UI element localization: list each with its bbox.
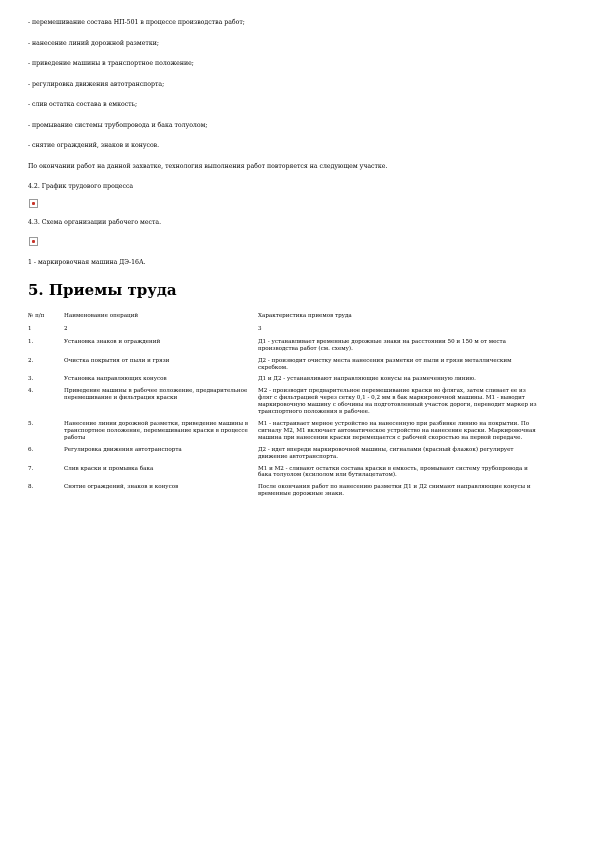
row-number: 5. xyxy=(28,420,34,427)
table-row xyxy=(28,447,540,466)
table-row xyxy=(28,466,540,485)
row-number: 2. xyxy=(28,357,34,364)
broken-image-icon xyxy=(29,199,38,208)
list-item: - регулировка движения автотранспорта; xyxy=(28,81,165,88)
row-operation: Слив краски и промывка бака xyxy=(64,465,154,472)
legend-note: 1 - маркировочная машина ДЭ-16А. xyxy=(28,259,146,266)
row-operation: Приведение машины в рабочее положение, предварительное перемешивание и фильтрация краски xyxy=(64,388,248,402)
row-operation: Установка направляющих конусов xyxy=(64,376,167,383)
list-item: - приведение машины в транспортное положение; xyxy=(28,60,194,67)
subsection-heading-workplace-scheme: 4.3. Схема организации рабочего места. xyxy=(28,219,162,226)
row-operation: Снятие ограждений, знаков и конусов xyxy=(64,484,179,491)
row-number: 3. xyxy=(28,376,34,383)
list-item: - слив остатка состава в емкость; xyxy=(28,101,138,108)
row-number: 7. xyxy=(28,465,34,472)
header-operation: Наименование операций xyxy=(64,313,139,319)
paragraph: По окончании работ на данной захватке, технология выполнения работ повторяется на следующем участке. xyxy=(28,163,388,170)
index-cell: 2 xyxy=(64,325,68,332)
table-row xyxy=(28,358,540,377)
list-item: - снятие ограждений, знаков и конусов. xyxy=(28,142,160,149)
row-operation: Регулировка движения автотранспорта xyxy=(64,446,182,453)
row-operation: Установка знаков и ограждений xyxy=(64,338,161,345)
table-row xyxy=(28,484,540,503)
row-description: М1 - настраивает мерное устройство на нанесенную при разбивке линию на покрытии. По сигналу М2, М1 включает автоматическое устройство на нанесение краски. Маркировочная машина при нанесении краски перемещается с рабочей скоростью на первой передаче. xyxy=(258,420,536,441)
index-cell: 3 xyxy=(258,325,262,332)
row-number: 6. xyxy=(28,446,34,453)
header-description: Характеристика приемов труда xyxy=(258,313,352,319)
list-item: - перемешивание состава НП-501 в процессе производства работ; xyxy=(28,19,245,26)
row-description: Д1 - устанавливает временные дорожные знаки на расстоянии 50 и 150 м от места производства работ (см. схему). xyxy=(258,338,506,352)
table-row xyxy=(28,376,540,388)
row-description: М1 и М2 - сливают остатки состава краски в емкость, промывают систему трубопровода и бака толуолом (ксилолом или бутилацетатом). xyxy=(258,465,528,479)
header-number: № п/п xyxy=(28,313,45,319)
section-title: 5. Приемы труда xyxy=(28,281,177,299)
row-operation: Нанесение линии дорожной разметки, приведение машины в транспортное положение, перемешивание краски в процессе работы xyxy=(64,420,249,441)
table-index-row xyxy=(28,326,540,339)
subsection-heading-labor-schedule: 4.2. График трудового процесса xyxy=(28,183,134,190)
index-cell: 1 xyxy=(28,325,32,332)
list-item: - промывание системы трубопровода и бака толуолом; xyxy=(28,122,208,129)
list-item: - нанесение линий дорожной разметки; xyxy=(28,40,159,47)
row-number: 4. xyxy=(28,388,34,395)
table-row xyxy=(28,388,540,421)
labor-techniques-table xyxy=(28,313,540,503)
table-row xyxy=(28,339,540,358)
row-operation: Очистка покрытия от пыли и грязи xyxy=(64,357,170,364)
broken-image-icon xyxy=(29,237,38,246)
row-description: После окончания работ по нанесению разметки Д1 и Д2 снимают направляющие конусы и временные дорожные знаки. xyxy=(258,484,531,498)
table-header-row xyxy=(28,313,540,326)
row-description: Д2 - идет впереди маркировочной машины, сигналами (красный флажок) регулирует движение автотранспорта. xyxy=(258,446,514,460)
table-row xyxy=(28,421,540,447)
row-description: Д2 - производит очистку места нанесения разметки от пыли и грязи металлическим скребком. xyxy=(258,357,512,371)
row-number: 8. xyxy=(28,484,34,491)
row-number: 1. xyxy=(28,338,34,345)
row-description: Д1 и Д2 - устанавливают направляющие конусы на размеченную линию. xyxy=(258,376,476,383)
row-description: М2 - производит предварительное перемешивание краски во флягах, затем сливает ее из фляг с фильтрацией через сетку 0,1 - 0,2 мм в бак маркировочной машины. М1 - выводит маркировочную машину с обочины на подготовленный участок дороги, переводит маркер из транспортного положения в рабочее. xyxy=(258,388,537,416)
